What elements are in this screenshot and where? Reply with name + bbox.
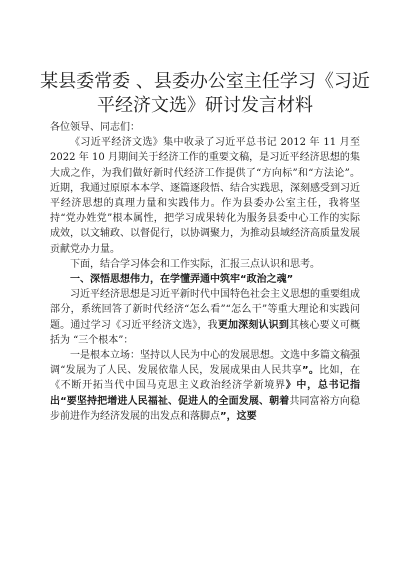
document-title: 某县委常委 、县委办公室主任学习《习近平经济文选》研讨发言材料	[40, 71, 370, 116]
emphasis-text: 》中，总书记指出“要坚持把增进人民福祉、促进人的全面发展、	[50, 380, 361, 407]
paragraph-thought	[50, 287, 360, 348]
paragraph-text: 其核心要义可概括为 “三个根本”：	[50, 319, 361, 346]
paragraph-outline: 下面，结合学习体会和工作实际，汇报三点认识和思考。	[70, 258, 320, 270]
paragraph-text: 共同富裕方向稳步前进作为经济发展的出发点和落脚点	[50, 395, 361, 422]
emphasis-text: 朝着	[269, 395, 290, 407]
emphasis-text: ”，这要	[220, 410, 257, 422]
paragraph-text: 比如，在《不断开拓当代中国马克思主义政治经济学新境界	[50, 365, 361, 392]
paragraph-text: 一是根本立场：坚持以人民为中心的发展思想。文选中多篇文稿强调“发展为了人民、发展依靠人民，发展成果由人民共享	[50, 350, 360, 377]
document-body	[50, 120, 360, 424]
paragraph-intro: 《习近平经济文选》集中收录了习近平总书记 2012 年 11 月至 2022 年 10 月期间关于经济工作的重要文稿，是习近平经济思想的集大成之作，为我们做好新时代经济工作提供了“方向标”和“方法论”。近期，我通过原原本本学、逐篇逐段悟、结合实践思，深刻感受到习近平经济思想的真理力量和实践伟力。作为县委办公室主任，我将坚持“党办姓党”根本属性，把学习成果转化为服务县委中心工作的实际成效，以文辅政、以督促行，以协调聚力，为推动县域经济高质量发展贡献党办力量。	[50, 137, 360, 255]
paragraph-stance	[50, 348, 360, 424]
emphasis-text: ”。	[302, 365, 320, 377]
paragraph-text: 习近平经济思想是习近平新时代中国特色社会主义思想的重要组成部分，系统回答了新时代经济“怎么看”“怎么干”等重大理论和实践问题。通过学习《习近平经济文选》，我	[50, 289, 360, 331]
greeting: 各位领导、同志们：	[50, 122, 140, 133]
emphasis-text: 更加深刻认识到	[217, 319, 290, 331]
section-heading-1: 一、深悟思想伟力，在学懂弄通中筑牢“政治之魂”	[70, 274, 294, 286]
